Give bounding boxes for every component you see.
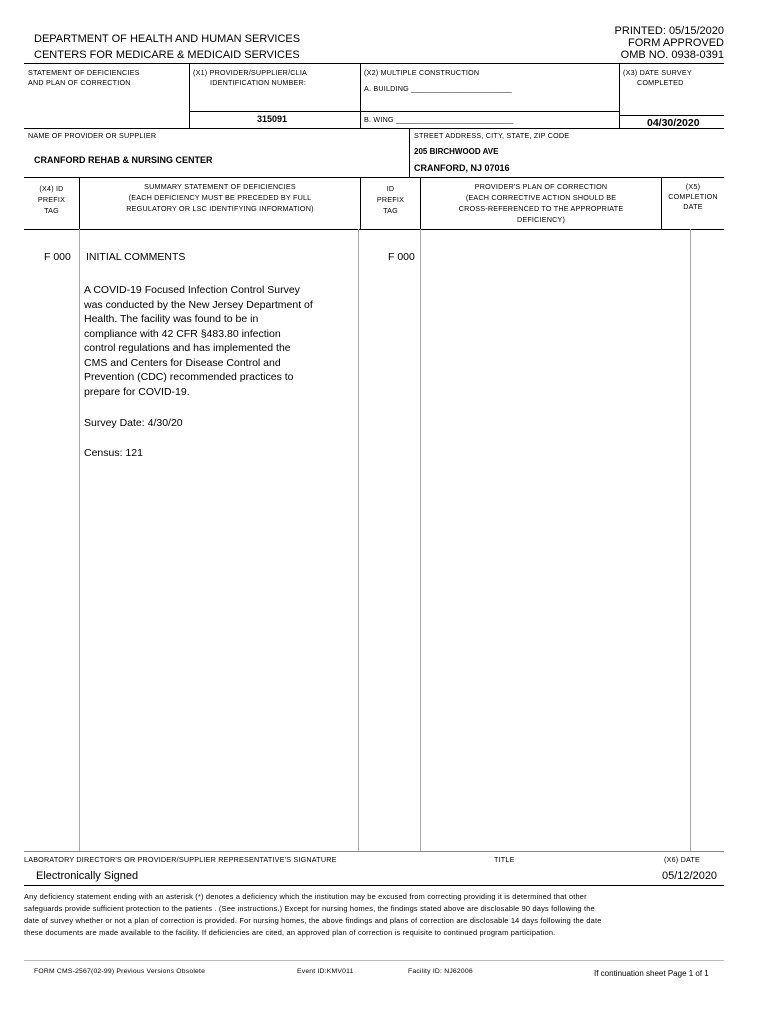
- column-guide: [420, 229, 421, 851]
- divider: [360, 63, 361, 128]
- form-approved: FORM APPROVED: [628, 37, 724, 49]
- rule: [619, 115, 724, 116]
- x4-header: PREFIX: [37, 195, 66, 204]
- provider-name-label: NAME OF PROVIDER OR SUPPLIER: [28, 131, 157, 140]
- prefix-tag-right: F 000: [388, 251, 415, 263]
- x2-label: (X2) MULTIPLE CONSTRUCTION: [364, 68, 480, 77]
- summary-header: SUMMARY STATEMENT OF DEFICIENCIES: [144, 182, 296, 191]
- census: Census: 121: [84, 447, 143, 459]
- x5-header: COMPLETION: [668, 192, 718, 201]
- plan-header: DEFICIENCY): [516, 215, 566, 224]
- summary-header: REGULATORY OR LSC IDENTIFYING INFORMATION): [126, 204, 314, 213]
- rule: [189, 111, 360, 112]
- title-label: TITLE: [494, 855, 515, 864]
- signature-date: 05/12/2020: [662, 870, 718, 882]
- summary-header: (EACH DEFICIENCY MUST BE PRECEDED BY FULL: [128, 193, 312, 202]
- department-name: DEPARTMENT OF HEALTH AND HUMAN SERVICES: [34, 33, 301, 45]
- id-header: ID: [386, 184, 395, 193]
- disclaimer-line: these documents are made available to the facility. If deficiencies are cited, an approved plan of correction is requisite to continued program participation.: [24, 928, 556, 937]
- prefix-tag-left: F 000: [44, 251, 71, 263]
- disclaimer-line: safeguards provide sufficient protection to the patients . (See instructions.) Except for nursing homes, the findings stated above are disclosable 90 days following the: [24, 904, 595, 913]
- statement-label: STATEMENT OF DEFICIENCIES: [28, 68, 140, 77]
- provider-id: 315091: [257, 114, 288, 124]
- rule: [24, 177, 724, 178]
- survey-date: Survey Date: 4/30/20: [84, 417, 183, 429]
- entry-heading: INITIAL COMMENTS: [86, 251, 186, 263]
- x3-label: (X3) DATE SURVEY: [623, 68, 692, 77]
- divider: [409, 128, 410, 177]
- column-guide: [690, 229, 691, 851]
- disclaimer-line: date of survey whether or not a plan of correction is provided. For nursing homes, the above findings and plans of correction are disclosable 14 days following the date: [24, 916, 602, 925]
- x5-header: (X5): [685, 182, 701, 191]
- printed-date: PRINTED: 05/15/2020: [614, 25, 724, 37]
- disclaimer-line: Any deficiency statement ending with an asterisk (*) denotes a deficiency which the institution may be excused from correcting providing it is determined that other: [24, 892, 587, 901]
- building-field: A. BUILDING ________________________: [364, 84, 512, 93]
- rule: [360, 111, 619, 112]
- city-state-zip: CRANFORD, NJ 07016: [414, 163, 510, 173]
- survey-completed-date: 04/30/2020: [647, 117, 700, 129]
- rule: [24, 128, 724, 129]
- paragraph-line: prepare for COVID-19.: [84, 385, 190, 398]
- id-header: TAG: [383, 206, 398, 215]
- paragraph-line: Health. The facility was found to be in: [84, 313, 259, 325]
- wing-field: B. WING ____________________________: [364, 115, 514, 124]
- electronic-signature: Electronically Signed: [36, 870, 139, 882]
- street-address: 205 BIRCHWOOD AVE: [414, 147, 499, 156]
- signature-label: LABORATORY DIRECTOR'S OR PROVIDER/SUPPLIER REPRESENTATIVE'S SIGNATURE: [24, 855, 337, 864]
- statement-label: AND PLAN OF CORRECTION: [28, 78, 131, 87]
- date-label: (X6) DATE: [664, 855, 701, 864]
- rule: [24, 885, 724, 886]
- event-id: Event ID:KMV011: [297, 968, 354, 975]
- plan-header: (EACH CORRECTIVE ACTION SHOULD BE: [465, 193, 617, 202]
- provider-name: CRANFORD REHAB & NURSING CENTER: [34, 155, 213, 165]
- paragraph-line: A COVID-19 Focused Infection Control Survey: [84, 284, 300, 296]
- x1-label: (X1) PROVIDER/SUPPLIER/CLIA: [193, 68, 308, 77]
- entry-paragraph: [84, 283, 354, 399]
- facility-id: Facility ID: NJ62006: [408, 968, 473, 975]
- x4-header: (X4) ID: [39, 184, 64, 193]
- id-header: PREFIX: [376, 195, 405, 204]
- paragraph-line: control regulations and has implemented the: [84, 342, 291, 354]
- paragraph-line: CMS and Centers for Disease Control and: [84, 356, 281, 369]
- rule: [24, 851, 724, 852]
- x5-header: DATE: [683, 202, 703, 211]
- divider: [619, 63, 620, 128]
- x3-label: COMPLETED: [637, 78, 684, 87]
- paragraph-line: was conducted by the New Jersey Department of: [84, 298, 313, 311]
- rule: [24, 960, 724, 961]
- omb-number: OMB NO. 0938-0391: [620, 49, 724, 61]
- x4-header: TAG: [44, 206, 59, 215]
- continuation-page: If continuation sheet Page 1 of 1: [594, 969, 709, 978]
- paragraph-line: Prevention (CDC) recommended practices to: [84, 371, 294, 383]
- divider: [189, 63, 190, 128]
- form-number: FORM CMS-2567(02-99) Previous Versions Obsolete: [34, 968, 206, 975]
- column-guide: [79, 229, 80, 851]
- rule: [24, 229, 724, 230]
- agency-name: CENTERS FOR MEDICARE & MEDICAID SERVICES: [34, 49, 300, 61]
- plan-header: CROSS-REFERENCED TO THE APPROPRIATE: [458, 204, 624, 213]
- paragraph-line: compliance with 42 CFR §483.80 infection: [84, 327, 281, 340]
- x1-label: IDENTIFICATION NUMBER:: [210, 78, 307, 87]
- address-label: STREET ADDRESS, CITY, STATE, ZIP CODE: [414, 131, 570, 140]
- column-guide: [358, 229, 359, 851]
- plan-header: PROVIDER'S PLAN OF CORRECTION: [474, 182, 608, 191]
